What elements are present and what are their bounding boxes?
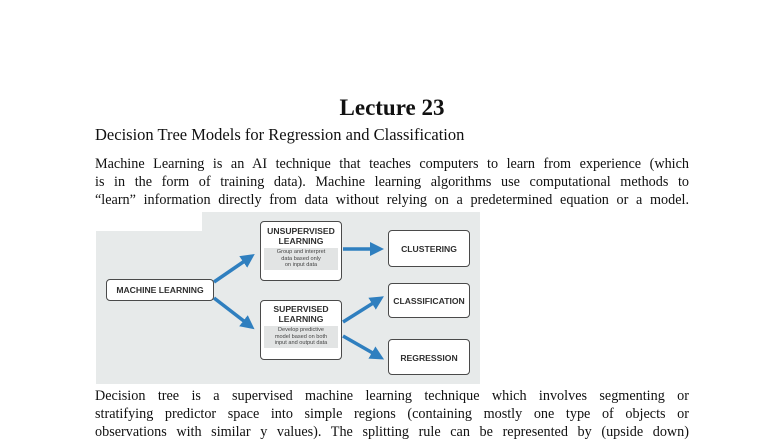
description-line: input and output data (274, 340, 328, 347)
classification-box (388, 283, 470, 318)
machine-learning-diagram (96, 212, 480, 384)
paragraph-line: stratifying predictor space into simple regions (containing mostly one type of objects or (95, 406, 689, 422)
paragraph-line: Machine Learning is an AI technique that teaches computers to learn from experience (which (95, 156, 689, 172)
box-label: LEARNING (278, 236, 324, 246)
paragraph-line: Decision tree is a supervised machine learning technique which involves segmenting or (95, 388, 689, 404)
description-line: Develop predictive (277, 327, 325, 333)
machine-learning-box (106, 279, 214, 301)
box-label: LEARNING (278, 314, 324, 324)
box-label: SUPERVISED (273, 304, 329, 314)
box-label: MACHINE LEARNING (116, 285, 204, 295)
box-label: CLASSIFICATION (393, 296, 465, 306)
box-description (264, 248, 338, 270)
arrow-to-regression (343, 336, 378, 356)
paragraph-line: “learn” information directly from data without relying on a predetermined equation or a model. (95, 192, 689, 208)
decision-tree-paragraph (95, 387, 689, 441)
description-line: data based only (281, 255, 321, 262)
paragraph-line: observations with similar y values). The splitting rule can be represented by (upside down) (95, 424, 689, 440)
box-label: REGRESSION (400, 353, 458, 363)
page-title: Lecture 23 (339, 95, 445, 120)
clustering-box (388, 230, 470, 267)
description-line: Group and interpret (276, 249, 326, 255)
arrow-to-supervised (214, 298, 249, 325)
paragraph-line: is in the form of training data). Machine learning algorithms use computational methods to (95, 174, 689, 190)
intro-paragraph (95, 155, 689, 209)
section-subtitle: Decision Tree Models for Regression and Classification (95, 125, 465, 144)
supervised-learning-box (260, 300, 342, 360)
regression-box (388, 339, 470, 375)
description-line: on input data (284, 262, 318, 269)
description-line: model based on both (274, 333, 328, 340)
box-description (264, 326, 338, 348)
arrow-to-unsupervised (214, 258, 249, 282)
box-label: CLUSTERING (401, 244, 457, 254)
arrow-to-classification (343, 300, 378, 322)
unsupervised-learning-box (260, 221, 342, 281)
box-label: UNSUPERVISED (267, 226, 335, 236)
